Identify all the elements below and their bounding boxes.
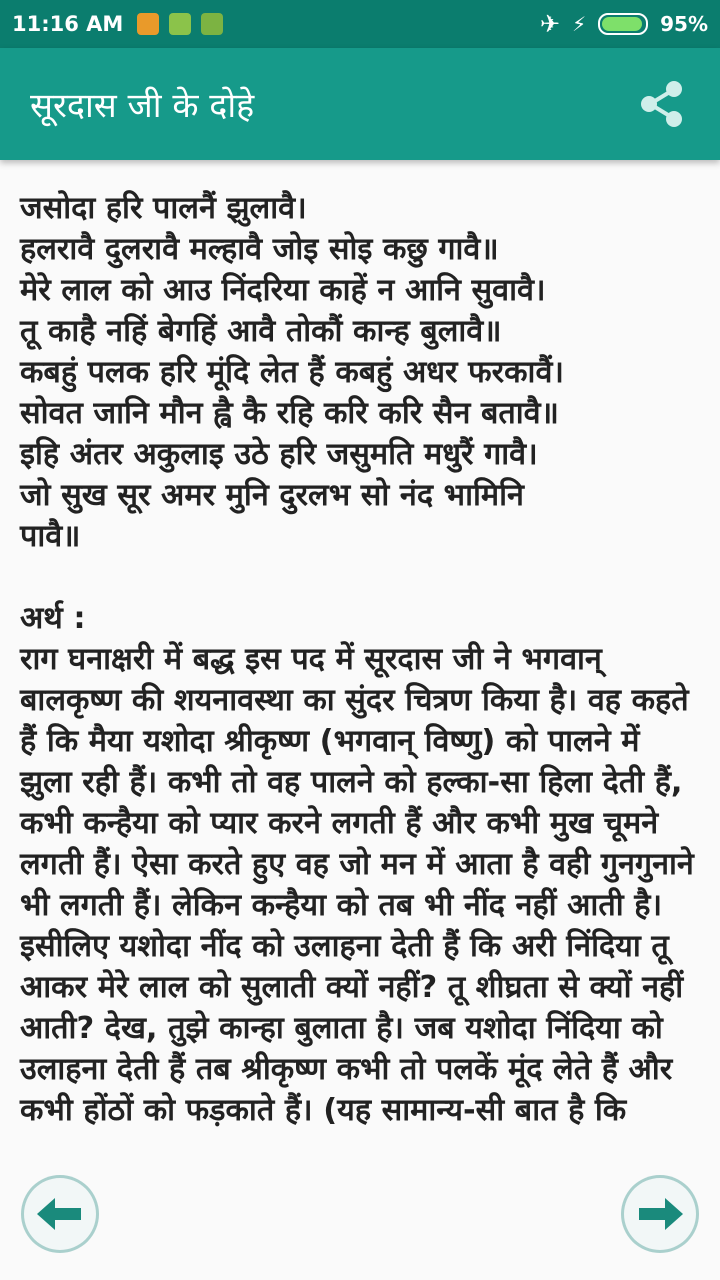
app-title: सूरदास जी के दोहे	[30, 86, 255, 126]
share-icon	[637, 79, 687, 129]
meaning-heading: अर्थ :	[20, 601, 86, 636]
meaning-text: राग घनाक्षरी में बद्ध इस पद में सूरदास जी ने भगवान् बालकृष्ण की शयनावस्था का सुंदर चित्रण किया है। वह कहते हैं कि मैया यशोदा श्रीकृष्ण (भगवान् विष्णु) को पालने में झुला रही हैं। कभी तो वह पालने को हल्का-सा हिला देती हैं, कभी कन्हैया को प्यार करने लगती हैं और कभी मुख चूमने लगती हैं। ऐसा करते हुए वह जो मन में आता है वही गुनगुनाने भी लगती हैं। लेकिन कन्हैया को तब भी नींद नहीं आती है। इसीलिए यशोदा नींद को उलाहना देती हैं कि अरी निंदिया तू आकर मेरे लाल को सुलाती क्यों नहीं? तू शीघ्रता से क्यों नहीं आती? देख, तुझे कान्हा बुलाता है। जब यशोदा निंदिया को उलाहना देती हैं तब श्रीकृष्ण कभी तो पलकें मूंद लेते हैं और कभी होंठों को फड़काते हैं। (यह सामान्य-सी बात है कि	[20, 642, 694, 1128]
battery-percent: 95%	[660, 12, 708, 36]
airplane-mode-icon: ✈	[539, 10, 561, 38]
previous-button[interactable]	[21, 1175, 99, 1253]
poem-line: कबहुं पलक हरि मूंदि लेत हैं कबहुं अधर फरकावैं।	[20, 355, 564, 390]
poem-line: जसोदा हरि पालनैं झुलावै।	[20, 191, 307, 226]
poem-line: मेरे लाल को आउ निंदरिया काहें न आनि सुवावै।	[20, 273, 546, 308]
poem-line: इहि अंतर अकुलाइ उठे हरि जसुमति मधुरैं गावै।	[20, 437, 538, 472]
poem-line: हलरावै दुलरावै मल्हावै जोइ सोइ कछु गावै॥	[20, 232, 499, 267]
arrow-left-icon	[35, 1194, 85, 1234]
status-right	[540, 10, 708, 38]
doha-content	[20, 188, 700, 1131]
android-icon	[201, 13, 223, 35]
battery-fill	[602, 17, 642, 31]
notification-icons	[137, 13, 223, 35]
status-time: 11:16 AM	[12, 12, 124, 36]
status-bar	[0, 0, 720, 48]
battery-icon	[598, 13, 648, 35]
charging-icon: ⚡	[572, 12, 587, 36]
poem-line: सोवत जानि मौन ह्वै कै रहि करि करि सैन बतावै॥	[20, 396, 559, 431]
share-button[interactable]	[634, 76, 690, 132]
notification-app-icon	[137, 13, 159, 35]
poem-block	[20, 188, 700, 557]
sim-card-icon	[169, 13, 191, 35]
poem-line: जो सुख सूर अमर मुनि दुरलभ सो नंद भामिनि	[20, 478, 524, 513]
poem-line: तू काहै नहिं बेगहिं आवै तोकौं कान्ह बुलावै॥	[20, 314, 502, 349]
poem-line: पावै॥	[20, 519, 81, 554]
spacer	[20, 557, 700, 598]
arrow-right-icon	[635, 1194, 685, 1234]
app-bar	[0, 48, 720, 160]
next-button[interactable]	[621, 1175, 699, 1253]
